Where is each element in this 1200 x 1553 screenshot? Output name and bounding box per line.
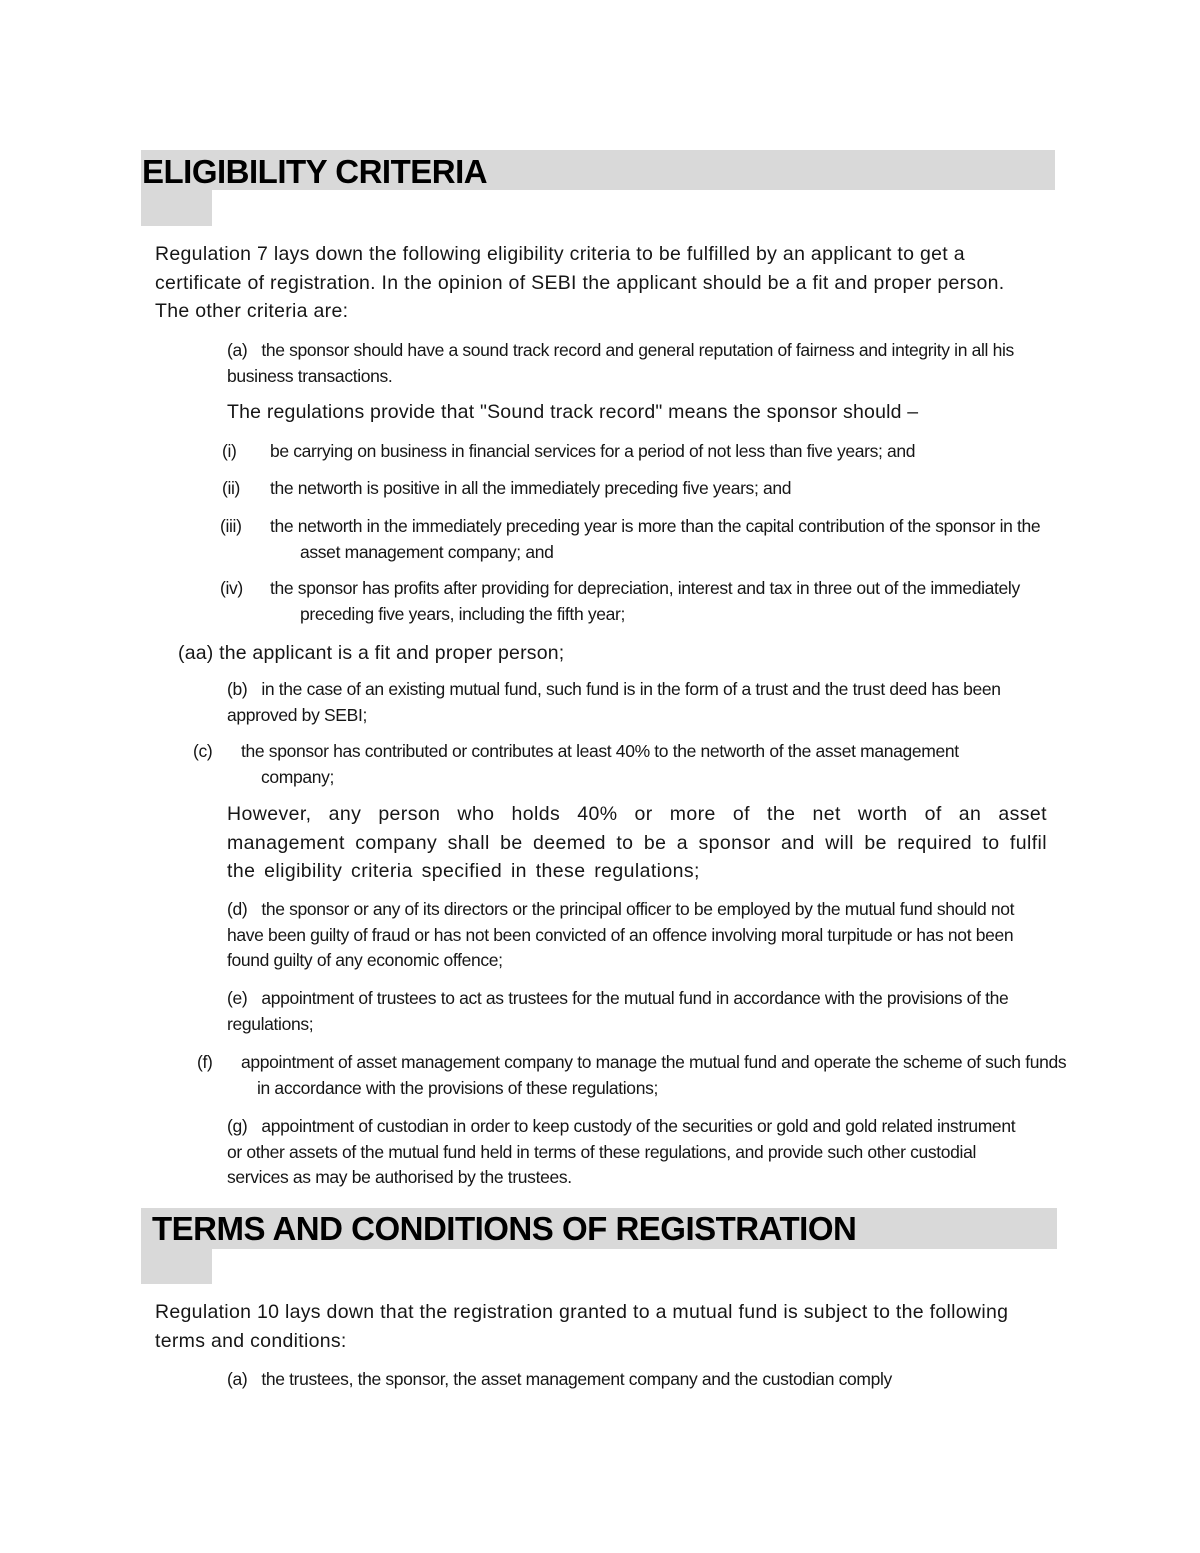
sub-item-i: (i) be carrying on business in financial services for a period of not less than five years; and (222, 441, 916, 461)
item-label: (a) (227, 340, 248, 360)
item-text: in the case of an existing mutual fund, such fund is in the form of a trust and the trust deed has been approved by SEBI; (227, 679, 1001, 725)
item-label: (e) (227, 988, 248, 1008)
item-text: the sponsor has profits after providing for depreciation, interest and tax in three out of the immediately preceding five years, including the fifth year; (270, 578, 1020, 624)
item-label: (g) (227, 1116, 248, 1136)
list-item-aa: (aa) the applicant is a fit and proper person; (178, 642, 565, 664)
item-text: the networth is positive in all the immediately preceding five years; and (270, 478, 792, 498)
heading-bar-stub (141, 1249, 212, 1284)
section-heading-eligibility: ELIGIBILITY CRITERIA (142, 153, 488, 190)
list-item-g (227, 1114, 1027, 1191)
item-text: the trustees, the sponsor, the asset management company and the custodian comply (261, 1369, 892, 1389)
item-text: appointment of asset management company to manage the mutual fund and operate the scheme of such funds in accordance with the provisions of these regulations; (241, 1052, 1067, 1098)
list-item-c: (c) the sponsor has contributed or contributes at least 40% to the networth of the asset management company; (193, 741, 959, 787)
item-text: be carrying on business in financial services for a period of not less than five years; and (270, 441, 916, 461)
list-item-b (227, 677, 1017, 728)
item-text: the networth in the immediately preceding year is more than the capital contribution of the sponsor in the asset management company; and (270, 516, 1041, 562)
item-label: (d) (227, 899, 248, 919)
item-text: appointment of trustees to act as trustees for the mutual fund in accordance with the provisions of the regulations; (227, 988, 1009, 1034)
item-text: appointment of custodian in order to keep custody of the securities or gold and gold related instrument or other assets of the mutual fund held in terms of these regulations, and provide such other custodial services as may be authorised by the trustees. (227, 1116, 1016, 1187)
list-item-d (227, 897, 1027, 974)
intro-paragraph: Regulation 7 lays down the following eligibility criteria to be fulfilled by an applicant to get a certificate of registration. In the opinion of SEBI the applicant should be a fit and proper person. The other criteria are: (155, 243, 1005, 322)
track-record-definition: The regulations provide that "Sound track record" means the sponsor should – (227, 401, 919, 423)
item-text: the sponsor should have a sound track record and general reputation of fairness and integrity in all his business transactions. (227, 340, 1014, 386)
item-text: the sponsor or any of its directors or the principal officer to be employed by the mutual fund should not have been guilty of fraud or has not been convicted of an offence involving moral turpitude or has not been found guilty of any economic offence; (227, 899, 1015, 970)
sub-item-iv: (iv) the sponsor has profits after providing for depreciation, interest and tax in three out of the immediately preceding five years, including the fifth year; (220, 578, 1020, 624)
item-label: (a) (227, 1369, 248, 1389)
list-item-f: (f) appointment of asset management company to manage the mutual fund and operate the scheme of such funds in accordance with the provisions of these regulations; (197, 1052, 1067, 1098)
list-item-a (227, 1367, 1037, 1393)
sub-item-iii: (iii) the networth in the immediately preceding year is more than the capital contribution of the sponsor in the asset management company; and (220, 516, 1041, 562)
however-paragraph: However, any person who holds 40% or more of the net worth of an asset management company shall be deemed to be a sponsor and will be required to fulfil the eligibility criteria specified in these regulations; (227, 803, 1047, 882)
section-heading-terms: TERMS AND CONDITIONS OF REGISTRATION (152, 1210, 857, 1247)
intro-paragraph: Regulation 10 lays down that the registration granted to a mutual fund is subject to the following terms and conditions: (155, 1301, 1009, 1352)
list-item-a (227, 338, 1027, 389)
list-item-e (227, 986, 1017, 1037)
item-label: (b) (227, 679, 248, 699)
heading-bar-stub (141, 190, 212, 226)
sub-item-ii: (ii) the networth is positive in all the immediately preceding five years; and (222, 478, 792, 498)
item-text: the sponsor has contributed or contributes at least 40% to the networth of the asset management company; (241, 741, 959, 787)
